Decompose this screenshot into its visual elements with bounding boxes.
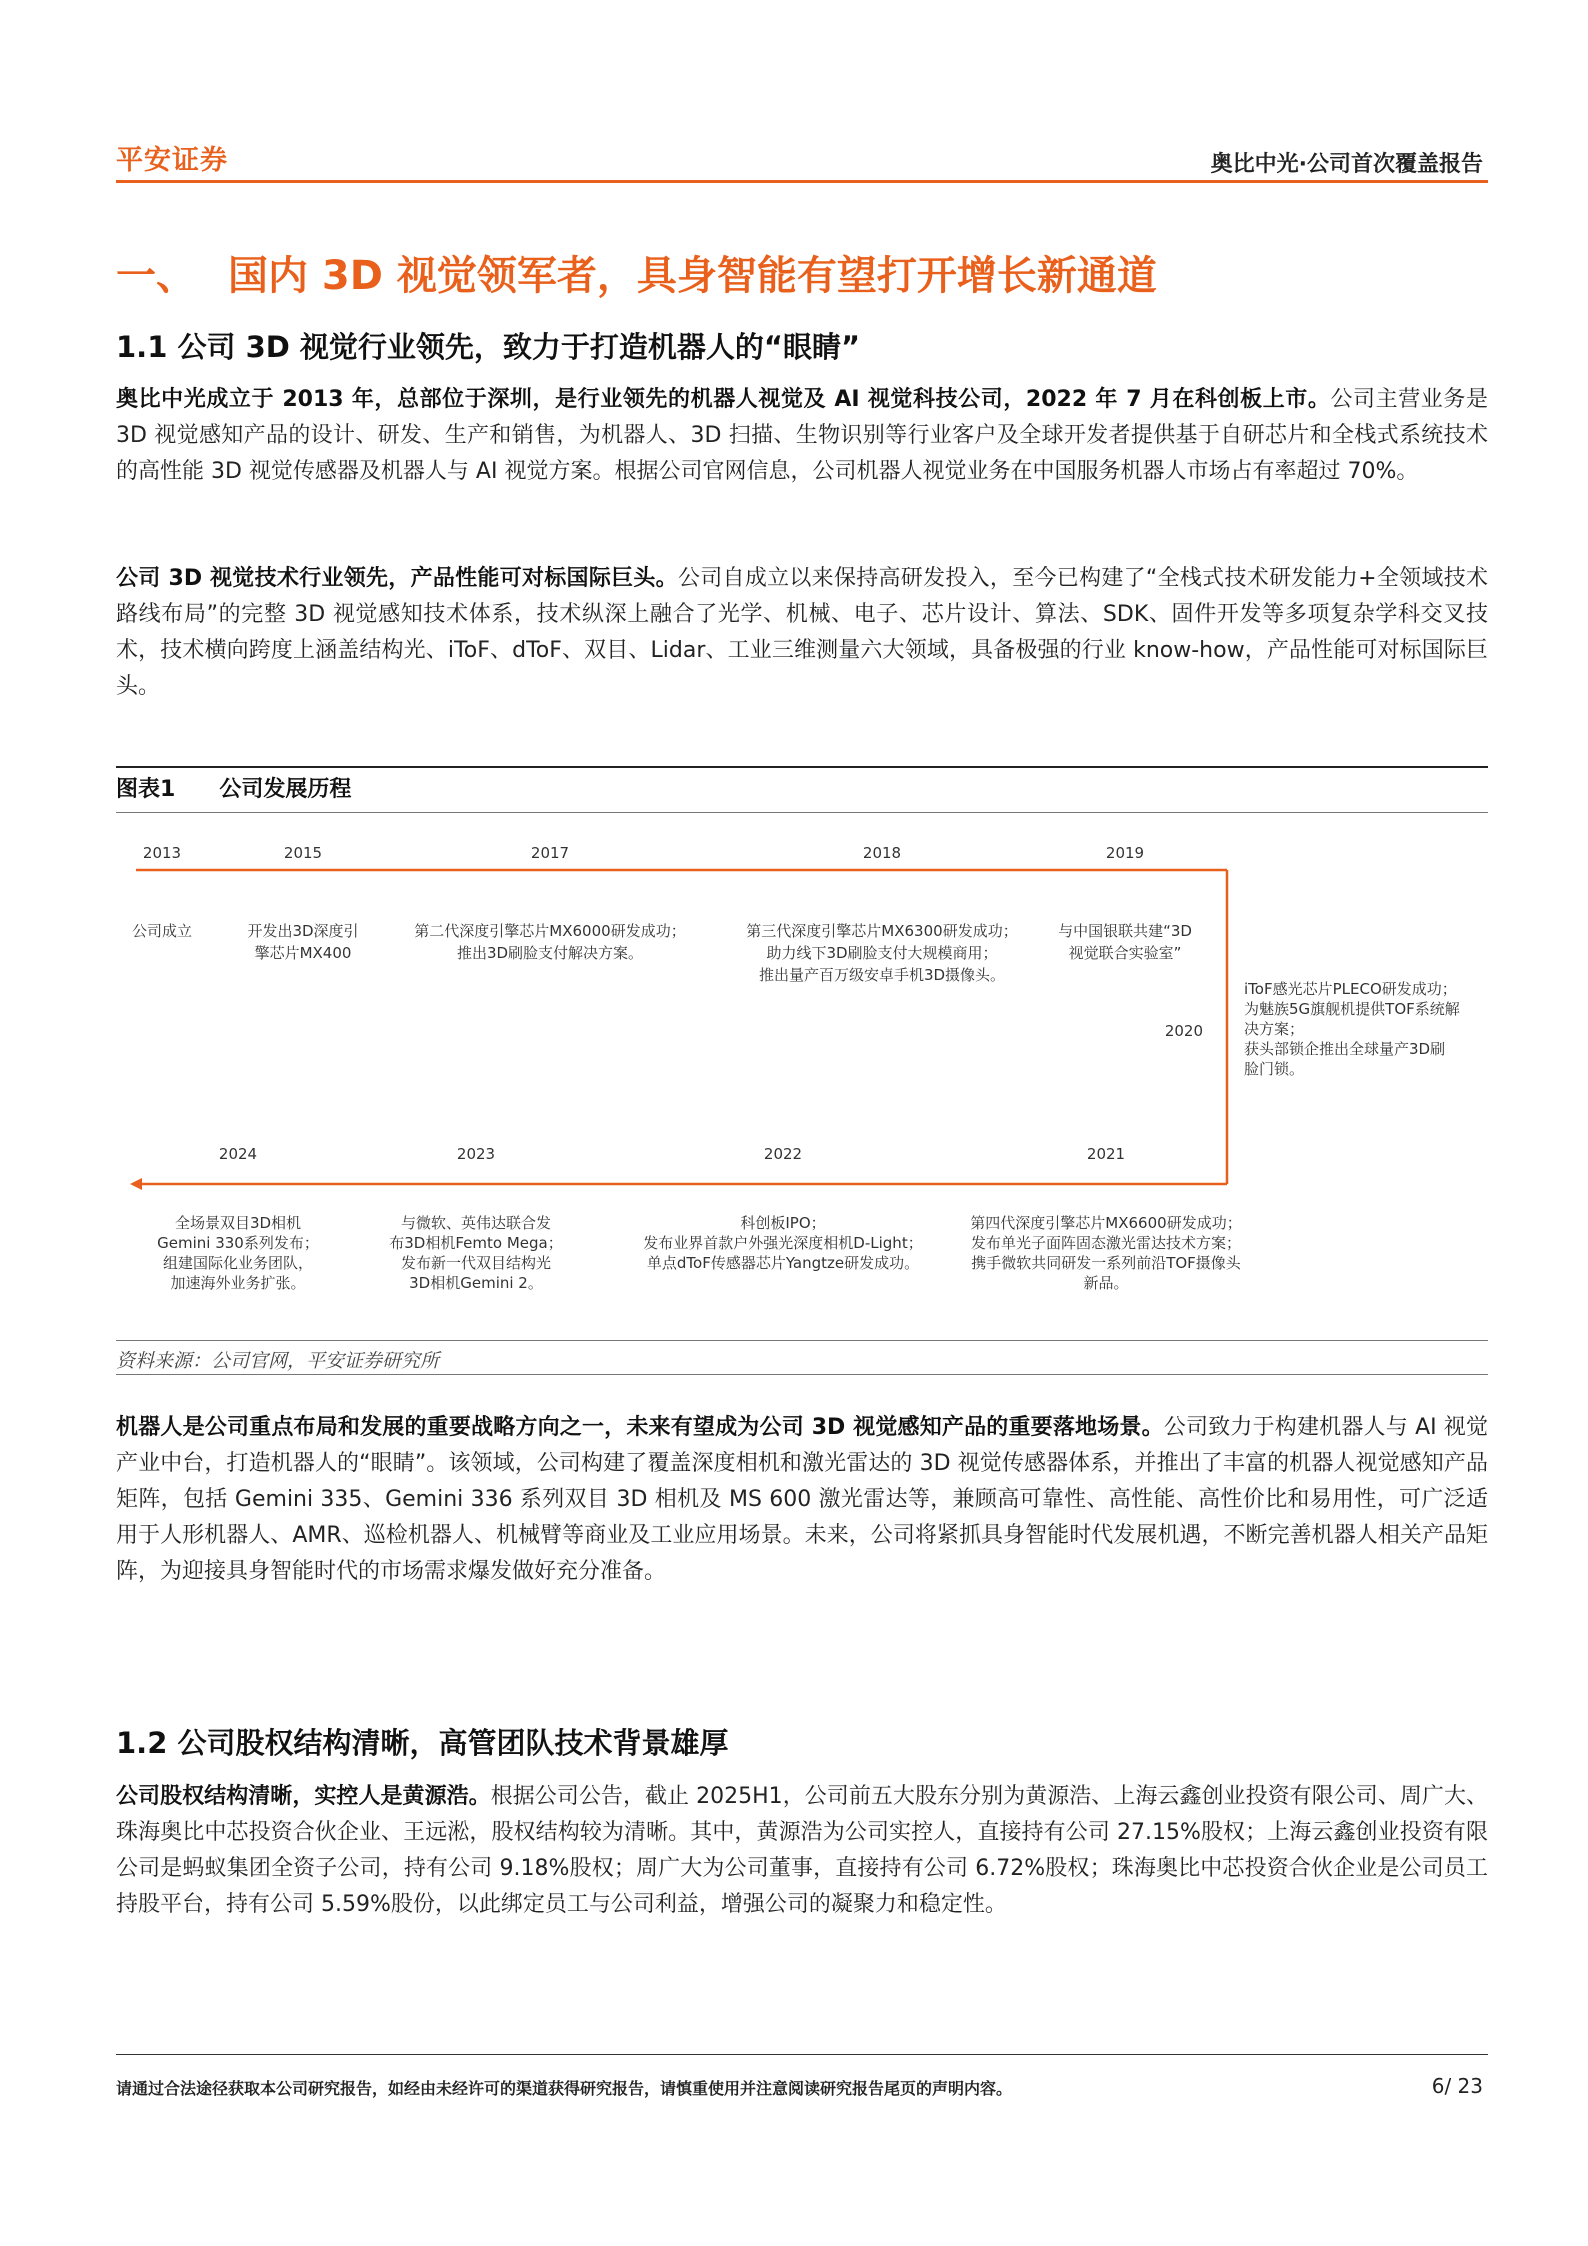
figure-title-rule [116, 812, 1488, 813]
figure-caption: 公司发展历程 [219, 777, 352, 802]
milestone-year: 2024 [218, 1145, 258, 1163]
timeline-diagram [116, 818, 1488, 1338]
milestone-2015 [247, 844, 358, 962]
milestone-text: Gemini 330系列发布； [157, 1234, 319, 1252]
section-title: 国内 3D 视觉领军者，具身智能有望打开增长新通道 [228, 253, 1157, 299]
milestone-text: 与微软、英伟达联合发 [400, 1214, 552, 1232]
paragraph-body: 根据公司公告，截止 2025H1，公司前五大股东分别为黄源浩、上海云鑫创业投资有限公司、周广大、珠海奥比中芯投资合伙企业、王远淞，股权结构较为清晰。其中，黄源浩为公司实控人，直接持有公司 27.15%股权；上海云鑫创业投资有限公司是蚂蚁集团全资子公司，持有公司 9.18%股权；周广大为公司董事，直接持有公司 6.72%股权；珠海奥比中芯投资合伙企业是公司员工持股平台，持有公司 5.59%股份，以此绑定员工与公司利益，增强公司的凝聚力和稳定性。 [116, 1784, 1488, 1917]
timeline-arrow-icon [130, 1178, 142, 1190]
milestone-2013 [132, 844, 192, 940]
paragraph-company-intro [116, 382, 1488, 490]
milestone-2023 [389, 1145, 562, 1292]
milestone-text: 获头部锁企推出全球量产3D刷 [1244, 1040, 1446, 1058]
milestone-text: 科创板IPO； [740, 1214, 826, 1232]
milestone-year: 2018 [862, 844, 902, 862]
section-number: 一、 [116, 253, 196, 299]
milestone-2020 [1165, 980, 1460, 1078]
milestone-year: 2021 [1086, 1145, 1126, 1163]
milestone-year: 2015 [283, 844, 323, 862]
milestone-text: 组建国际化业务团队， [162, 1254, 314, 1272]
milestone-text: 全场景双目3D相机 [174, 1214, 302, 1232]
subsection-title-1-1: 1.1 公司 3D 视觉行业领先，致力于打造机器人的“眼睛” [116, 330, 861, 364]
milestone-text: 发布新一代双目结构光 [400, 1254, 552, 1272]
milestone-2017 [414, 844, 685, 962]
milestone-2018 [746, 844, 1017, 984]
page-number: 6/ 23 [1431, 2074, 1483, 2098]
paragraph-robotics [116, 1410, 1488, 1590]
milestone-text: 第二代深度引擎芯片MX6000研发成功； [414, 922, 686, 940]
milestone-year: 2023 [456, 1145, 496, 1163]
report-title: 奥比中光·公司首次覆盖报告 [1210, 152, 1483, 177]
header-divider [116, 180, 1488, 183]
milestone-2024 [157, 1145, 319, 1292]
milestone-year: 2020 [1164, 1022, 1203, 1040]
paragraph-ownership [116, 1779, 1488, 1923]
milestone-text: 第三代深度引擎芯片MX6300研发成功； [746, 922, 1018, 940]
footer-divider [116, 2054, 1488, 2055]
section-heading [116, 244, 1157, 301]
milestone-text: 发布单光子面阵固态激光雷达技术方案； [970, 1234, 1242, 1252]
paragraph-body: 公司自成立以来保持高研发投入，至今已构建了“全栈式技术研发能力+全领域技术路线布局”的完整 3D 视觉感知技术体系，技术纵深上融合了光学、机械、电子、芯片设计、算法、SDK、固件开发等多项复杂学科交叉技术，技术横向跨度上涵盖结构光、iToF、dToF、双目、Lidar、工业三维测量六大领域，具备极强的行业 know-how，产品性能可对标国际巨头。 [116, 566, 1488, 699]
figure-title [116, 772, 351, 803]
milestone-text: 擎芯片MX400 [254, 944, 352, 962]
milestone-text: 第四代深度引擎芯片MX6600研发成功； [970, 1214, 1242, 1232]
milestone-text: 视觉联合实验室” [1068, 944, 1182, 962]
milestone-text: 携手微软共同研发一系列前沿TOF摄像头 [971, 1254, 1241, 1272]
paragraph-tech-lead [116, 561, 1488, 705]
milestone-2019 [1058, 844, 1192, 962]
milestone-text: 为魅族5G旗舰机提供TOF系统解 [1244, 1000, 1460, 1018]
milestone-text: 推出3D刷脸支付解决方案。 [456, 944, 644, 962]
milestone-text: 开发出3D深度引 [247, 922, 359, 940]
milestone-text: iToF感光芯片PLECO研发成功； [1244, 980, 1457, 998]
milestone-text: 发布业界首款户外强光深度相机D-Light； [643, 1234, 923, 1252]
paragraph-body: 公司致力于构建机器人与 AI 视觉产业中台，打造机器人的“眼睛”。该领域，公司构建了覆盖深度相机和激光雷达的 3D 视觉传感器体系，并推出了丰富的机器人视觉感知产品矩阵，包括 Gemini 335、Gemini 336 系列双目 3D 相机及 MS 600 激光雷达等，兼顾高可靠性、高性能、高性价比和易用性，可广泛适用于人形机器人、AMR、巡检机器人、机械臂等商业及工业应用场景。未来，公司将紧抓具身智能时代发展机遇，不断完善机器人相关产品矩阵，为迎接具身智能时代的市场需求爆发做好充分准备。 [116, 1415, 1488, 1584]
figure-bottom-rule [116, 1340, 1488, 1341]
milestone-year: 2013 [142, 844, 182, 862]
milestone-text: 推出量产百万级安卓手机3D摄像头。 [758, 966, 1006, 984]
paragraph-body: 公司主营业务是 3D 视觉感知产品的设计、研发、生产和销售，为机器人、3D 扫描、生物识别等行业客户及全球开发者提供基于自研芯片和全栈式系统技术的高性能 3D 视觉传感器及机器人与 AI 视觉方案。根据公司官网信息，公司机器人视觉业务在中国服务机器人市场占有率超过 70%。 [116, 387, 1488, 484]
milestone-text: 脸门锁。 [1244, 1060, 1305, 1078]
paragraph-lead: 公司 3D 视觉技术行业领先，产品性能可对标国际巨头。 [116, 566, 678, 591]
figure-label: 图表1 [116, 777, 176, 802]
milestone-text: 布3D相机Femto Mega； [389, 1234, 563, 1252]
milestone-text: 加速海外业务扩张。 [170, 1274, 306, 1292]
milestone-text: 公司成立 [131, 922, 193, 940]
milestone-2021 [970, 1145, 1241, 1292]
milestone-text: 与中国银联共建“3D [1058, 922, 1192, 940]
milestone-year: 2017 [530, 844, 570, 862]
milestone-year: 2019 [1105, 844, 1145, 862]
figure-source: 资料来源：公司官网，平安证券研究所 [116, 1350, 440, 1372]
milestone-2022 [643, 1145, 922, 1272]
subsection-title-1-2: 1.2 公司股权结构清晰，高管团队技术背景雄厚 [116, 1726, 729, 1760]
figure-source-rule [116, 1374, 1488, 1375]
milestone-text: 3D相机Gemini 2。 [409, 1274, 543, 1292]
milestone-text: 决方案； [1244, 1020, 1305, 1038]
milestone-text: 单点dToF传感器芯片Yangtze研发成功。 [646, 1254, 920, 1272]
paragraph-lead: 机器人是公司重点布局和发展的重要战略方向之一，未来有望成为公司 3D 视觉感知产品的重要落地场景。 [116, 1415, 1164, 1440]
milestone-text: 新品。 [1083, 1274, 1129, 1292]
paragraph-lead: 公司股权结构清晰，实控人是黄源浩。 [116, 1784, 491, 1809]
footer-disclaimer: 请通过合法途径获取本公司研究报告，如经由未经许可的渠道获得研究报告，请慎重使用并注意阅读研究报告尾页的声明内容。 [116, 2079, 1013, 2098]
brand-logo-text: 平安证券 [116, 145, 228, 176]
milestone-text: 助力线下3D刷脸支付大规模商用； [766, 944, 998, 962]
figure-top-rule [116, 766, 1488, 768]
milestone-year: 2022 [763, 1145, 803, 1163]
paragraph-lead: 奥比中光成立于 2013 年，总部位于深圳，是行业领先的机器人视觉及 AI 视觉科技公司，2022 年 7 月在科创板上市。 [116, 387, 1331, 412]
